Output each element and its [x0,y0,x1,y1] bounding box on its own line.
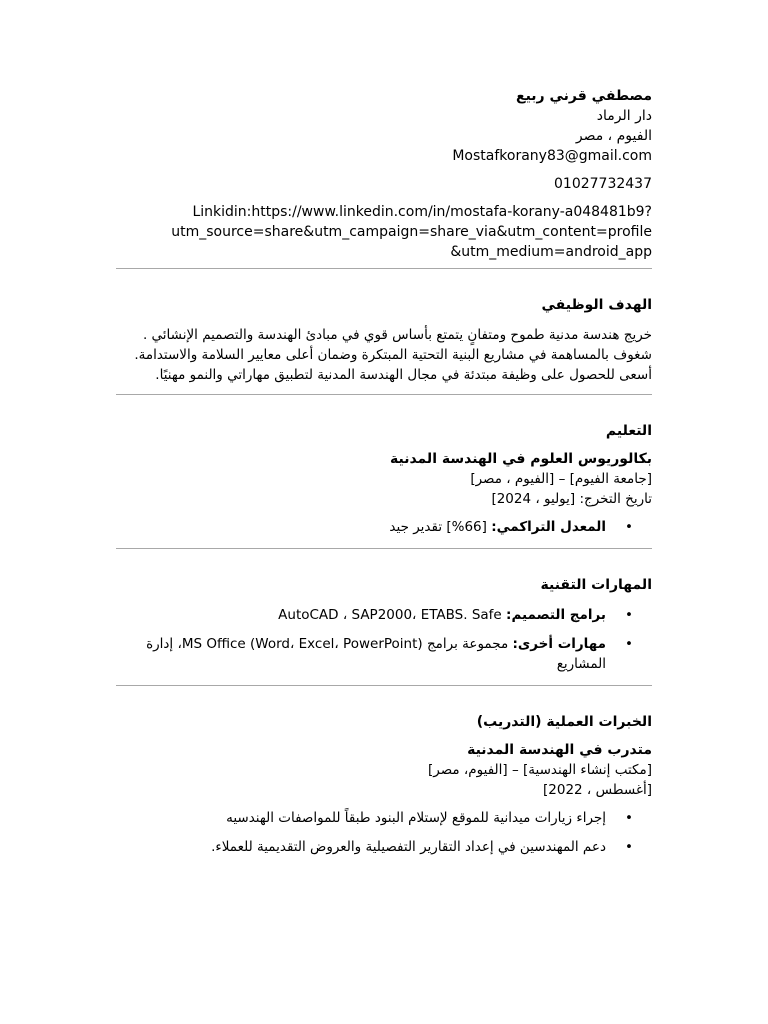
skills-section [116,575,652,674]
linkedin-line-2[interactable]: utm_source=share&utm_campaign=share_via&utm_content=profile [171,224,652,240]
candidate-name: مصطفي قرني ربيع [516,88,652,104]
education-list [116,517,652,537]
gpa-label: المعدل التراكمي: [491,519,606,535]
experience-list [116,808,652,857]
degree-title: بكالوريوس العلوم في الهندسة المدنية [390,451,652,467]
other-skills-label: مهارات أخرى: [512,636,606,652]
objective-text: خريج هندسة مدنية طموح ومتفانٍ يتمتع بأساس قوي في مبادئ الهندسة والتصميم الإنشائي . شغوف بالمساهمة في مشاريع البنية التحتية المبتكرة وضمان أعلى معايير السلامة والاستدامة. أسعى للحصول على وظيفة مبتدئة في مجال الهندسة المدنية لتطبيق مهاراتي والنمو مهنيًا. [134,327,652,383]
address-line-1: دار الرماد [596,108,652,124]
graduation-date: تاريخ التخرج: [يوليو ، 2024] [491,491,652,507]
experience-title: الخبرات العملية (التدريب) [476,714,652,730]
linkedin-line-3[interactable]: &utm_medium=android_app [450,244,652,260]
role-title: متدرب في الهندسة المدنية [467,742,652,758]
divider [116,268,652,269]
list-item [116,634,652,674]
address-line-2: الفيوم ، مصر [575,128,652,144]
institution: [جامعة الفيوم] – [الفيوم ، مصر] [470,471,652,487]
design-software-label: برامج التصميم: [506,607,606,623]
education-section [116,421,652,537]
other-skills-value: مجموعة برامج (MS Office (Word، Excel، PowerPoint، إدارة المشاريع [146,636,606,672]
objective-section [116,295,652,385]
skills-list [116,605,652,674]
experience-date: [أغسطس ، 2022] [543,782,652,798]
experience-bullet-2: دعم المهندسين في إعداد التقارير التفصيلية والعروض التقديمية للعملاء. [211,839,606,855]
bullet-icon: • [625,636,633,652]
experience-section [116,712,652,857]
resume-page [116,86,652,857]
gpa-value: [66%] تقدير جيد [389,519,492,535]
bullet-icon: • [625,810,633,826]
linkedin-line-1[interactable]: Linkidin:https://www.linkedin.com/in/mostafa-korany-a048481b9? [192,204,652,220]
list-item [116,808,652,828]
objective-title: الهدف الوظيفي [541,297,652,313]
linkedin-link[interactable] [116,202,652,262]
divider [116,548,652,549]
company: [مكتب إنشاء الهندسية] – [الفيوم، مصر] [427,762,652,778]
list-item [116,837,652,857]
bullet-icon: • [625,519,633,535]
divider [116,685,652,686]
design-software-value: AutoCAD ، SAP2000، ETABS. Safe [278,607,507,623]
skills-title: المهارات التقنية [540,577,652,593]
experience-bullet-1: إجراء زيارات ميدانية للموقع لإستلام البنود طبقاً للمواصفات الهندسيه [226,810,606,826]
phone: 01027732437 [554,176,652,192]
email[interactable]: Mostafkorany83@gmail.com [452,148,652,164]
divider [116,394,652,395]
list-item [116,605,652,625]
list-item [116,517,652,537]
contact-header [116,86,652,262]
bullet-icon: • [625,607,633,623]
bullet-icon: • [625,839,633,855]
education-title: التعليم [605,423,652,439]
